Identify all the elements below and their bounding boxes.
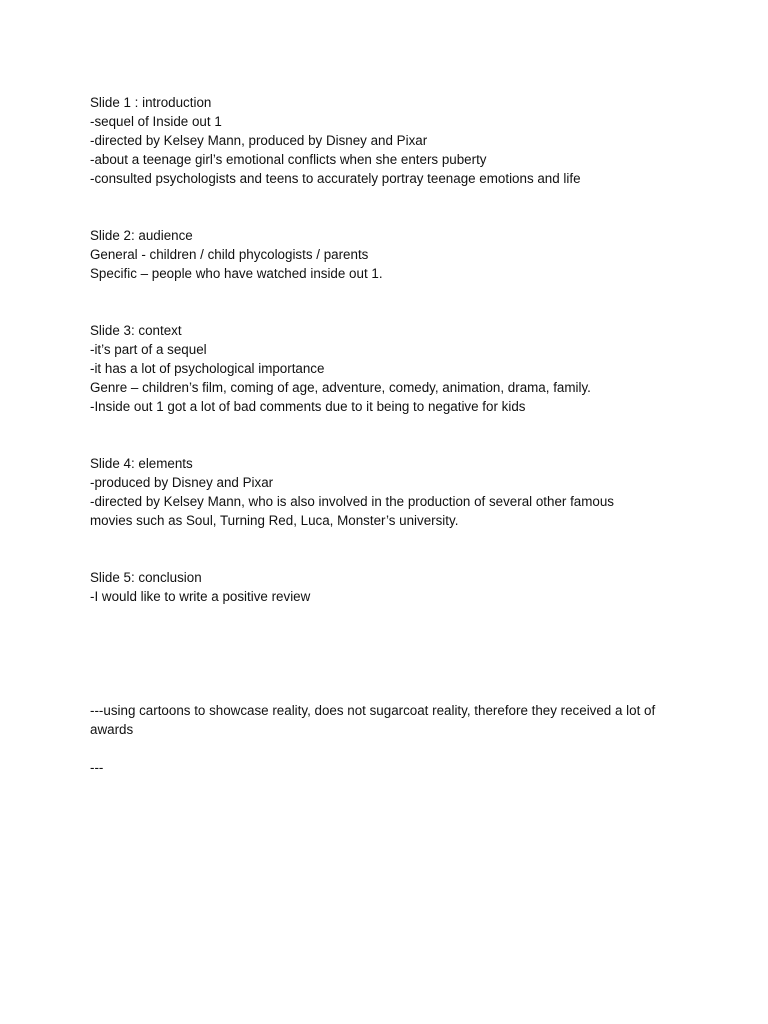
slide-5-line: -I would like to write a positive review (90, 589, 311, 604)
slide-4-line: -directed by Kelsey Mann, who is also involved in the production of several other famous (90, 494, 615, 509)
spacer (90, 283, 690, 321)
slide-1-section (90, 93, 690, 188)
slide-3-line: -Inside out 1 got a lot of bad comments due to it being to negative for kids (90, 399, 526, 414)
document-body (90, 93, 690, 777)
notes-dashes: --- (90, 760, 104, 775)
spacer (90, 416, 690, 454)
slide-1-line: -directed by Kelsey Mann, produced by Disney and Pixar (90, 133, 428, 148)
slide-1-heading: Slide 1 : introduction (90, 95, 212, 110)
slide-1-line: -sequel of Inside out 1 (90, 114, 222, 129)
notes-section (90, 701, 690, 777)
slide-5-heading: Slide 5: conclusion (90, 570, 202, 585)
slide-1-line: -about a teenage girl’s emotional conflicts when she enters puberty (90, 152, 487, 167)
slide-1-line: -consulted psychologists and teens to accurately portray teenage emotions and life (90, 171, 581, 186)
slide-4-line: -produced by Disney and Pixar (90, 475, 274, 490)
slide-2-section (90, 226, 690, 283)
spacer (90, 606, 690, 701)
spacer (90, 530, 690, 568)
slide-4-section (90, 454, 690, 530)
slide-3-heading: Slide 3: context (90, 323, 182, 338)
spacer (90, 188, 690, 226)
slide-4-line: movies such as Soul, Turning Red, Luca, Monster’s university. (90, 513, 459, 528)
notes-blank-line (90, 739, 690, 758)
notes-paragraph: ---using cartoons to showcase reality, does not sugarcoat reality, therefore they received a lot of awards (90, 703, 656, 737)
slide-2-heading: Slide 2: audience (90, 228, 193, 243)
slide-2-line: Specific – people who have watched inside out 1. (90, 266, 383, 281)
slide-3-line: Genre – children’s film, coming of age, adventure, comedy, animation, drama, family. (90, 380, 591, 395)
slide-3-line: -it’s part of a sequel (90, 342, 207, 357)
slide-3-section (90, 321, 690, 416)
slide-2-line: General - children / child phycologists / parents (90, 247, 369, 262)
slide-4-heading: Slide 4: elements (90, 456, 193, 471)
slide-3-line: -it has a lot of psychological importance (90, 361, 325, 376)
slide-5-section (90, 568, 690, 606)
